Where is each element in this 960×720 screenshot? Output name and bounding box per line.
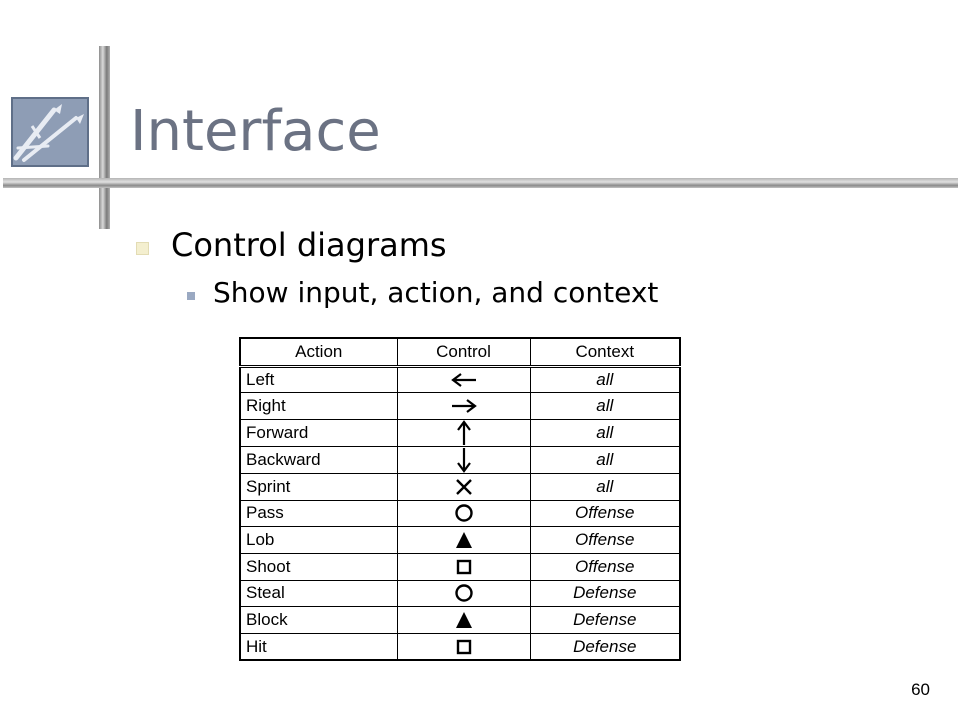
table-row [240, 580, 680, 607]
cell-context: Offense [530, 500, 680, 527]
bullet-level2-text: Show input, action, and context [213, 276, 659, 309]
right-arrow-icon [403, 398, 525, 414]
header-control: Control [397, 338, 530, 366]
cell-action: Right [240, 393, 397, 420]
up-arrow-icon [403, 420, 525, 446]
vertical-rule [99, 46, 110, 229]
x-icon [403, 478, 525, 496]
cell-control [397, 500, 530, 527]
cell-control [397, 393, 530, 420]
cell-control [397, 419, 530, 446]
down-arrow-icon [403, 447, 525, 473]
table-row [240, 607, 680, 634]
circle-icon [403, 583, 525, 603]
horizontal-rule [3, 178, 958, 188]
cell-control [397, 553, 530, 580]
bullet-square-icon [187, 292, 195, 300]
bullet-square-icon [136, 242, 149, 255]
cell-control [397, 527, 530, 554]
square-icon [403, 639, 525, 655]
cell-action: Lob [240, 527, 397, 554]
left-arrow-icon [403, 372, 525, 388]
cell-control [397, 366, 530, 393]
cell-context: Defense [530, 634, 680, 661]
table-row [240, 527, 680, 554]
header-action: Action [240, 338, 397, 366]
cell-context: all [530, 446, 680, 473]
cell-action: Steal [240, 580, 397, 607]
header-context: Context [530, 338, 680, 366]
cell-action: Left [240, 366, 397, 393]
cell-control [397, 446, 530, 473]
cell-action: Backward [240, 446, 397, 473]
triangle-icon [403, 611, 525, 629]
bullet-level1 [136, 226, 447, 264]
cell-context: Defense [530, 607, 680, 634]
cell-context: Offense [530, 553, 680, 580]
cell-control [397, 580, 530, 607]
circle-icon [403, 503, 525, 523]
control-diagram-table [239, 337, 681, 661]
table-row [240, 419, 680, 446]
cell-control [397, 607, 530, 634]
cell-context: all [530, 473, 680, 500]
table-header-row [240, 338, 680, 366]
cell-action: Hit [240, 634, 397, 661]
table-row [240, 393, 680, 420]
table-row [240, 473, 680, 500]
cell-context: all [530, 366, 680, 393]
cell-action: Sprint [240, 473, 397, 500]
cell-control [397, 634, 530, 661]
cell-action: Block [240, 607, 397, 634]
table-row [240, 446, 680, 473]
cell-context: Defense [530, 580, 680, 607]
triangle-icon [403, 531, 525, 549]
table-row [240, 366, 680, 393]
slide-title: Interface [130, 99, 381, 164]
cell-action: Forward [240, 419, 397, 446]
cell-context: all [530, 419, 680, 446]
cell-context: all [530, 393, 680, 420]
cell-context: Offense [530, 527, 680, 554]
cell-action: Pass [240, 500, 397, 527]
cell-control [397, 473, 530, 500]
cell-action: Shoot [240, 553, 397, 580]
bullet-level1-text: Control diagrams [171, 226, 447, 264]
bullet-level2 [187, 276, 658, 309]
square-icon [403, 559, 525, 575]
table-row [240, 553, 680, 580]
logo-icon [10, 96, 90, 168]
page-number: 60 [911, 680, 930, 699]
table-row [240, 500, 680, 527]
table-row [240, 634, 680, 661]
